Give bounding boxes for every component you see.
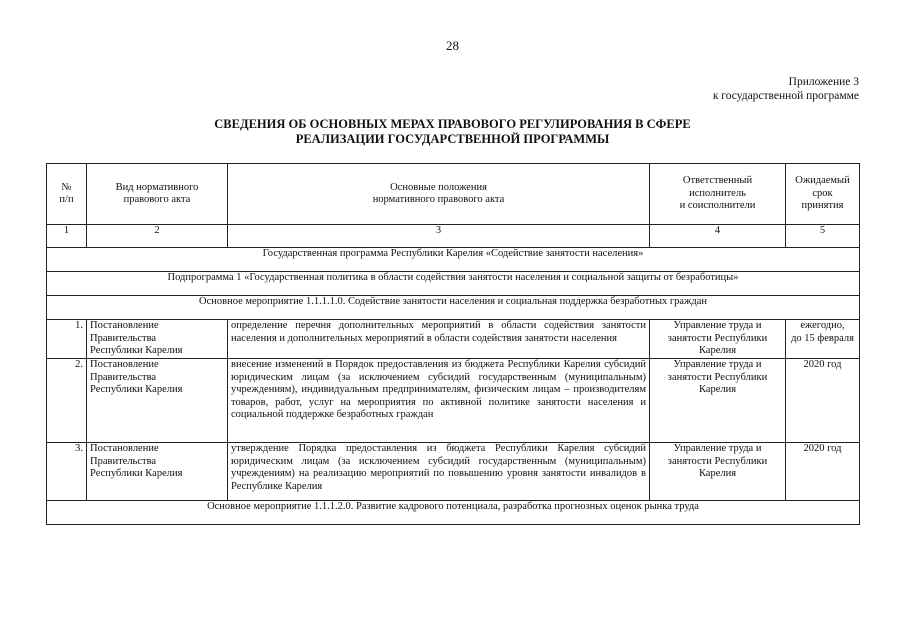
document-title-line-1: СВЕДЕНИЯ ОБ ОСНОВНЫХ МЕРАХ ПРАВОВОГО РЕГУЛИРОВАНИЯ В СФЕРЕ — [214, 117, 691, 131]
column-number: 5 — [786, 225, 860, 248]
regulation-table — [46, 163, 860, 525]
header-num: № п/п — [47, 164, 87, 225]
column-number: 1 — [47, 225, 87, 248]
row-number: 1. — [47, 320, 87, 359]
row-number: 3. — [47, 443, 87, 501]
annex-line-1: Приложение 3 — [788, 76, 859, 88]
table-header-row — [47, 164, 860, 225]
act-provisions: утверждение Порядка предоставления из бюджета Республики Карелия субсидий юридическим лицам (за исключением субсидий государственным (муниципальным) учреждениям) на реализацию мероприятий по повышению уровня занятости инвалидов в Республике Карелия — [228, 443, 650, 501]
act-type: Постановление Правительства Республики Карелия — [87, 320, 228, 359]
executor: Управление труда и занятости Республики Карелия — [650, 320, 786, 359]
table-row — [47, 443, 860, 501]
executor: Управление труда и занятости Республики Карелия — [650, 443, 786, 501]
row-number: 2. — [47, 359, 87, 443]
page-number: 28 — [446, 38, 459, 53]
header-executor: Ответственный исполнитель и соисполнители — [650, 164, 786, 225]
document-title — [0, 117, 905, 147]
measure-row — [47, 296, 860, 320]
column-number: 4 — [650, 225, 786, 248]
table-row — [47, 359, 860, 443]
header-provisions: Основные положения нормативного правового акта — [228, 164, 650, 225]
deadline: ежегодно, до 15 февраля — [786, 320, 860, 359]
measure-row — [47, 501, 860, 525]
header-deadline: Ожидаемый срок принятия — [786, 164, 860, 225]
column-number-row — [47, 225, 860, 248]
annex-line-2: к государственной программе — [712, 90, 859, 102]
measure-title: Основное мероприятие 1.1.1.1.0. Содействие занятости населения и социальная поддержка безработных граждан — [47, 296, 860, 320]
program-title: Государственная программа Республики Карелия «Содействие занятости населения» — [47, 248, 860, 272]
deadline: 2020 год — [786, 359, 860, 443]
deadline: 2020 год — [786, 443, 860, 501]
program-row — [47, 248, 860, 272]
executor: Управление труда и занятости Республики Карелия — [650, 359, 786, 443]
header-act-type: Вид нормативного правового акта — [87, 164, 228, 225]
act-type: Постановление Правительства Республики Карелия — [87, 359, 228, 443]
table-row — [47, 320, 860, 359]
act-type: Постановление Правительства Республики Карелия — [87, 443, 228, 501]
subprogram-title: Подпрограмма 1 «Государственная политика в области содействия занятости населения и социальной защиты от безработицы» — [47, 272, 860, 296]
subprogram-row — [47, 272, 860, 296]
act-provisions: внесение изменений в Порядок предоставления из бюджета Республики Карелия субсидий юридическим лицам (за исключением субсидий государственным (муниципальным) учреждениям), индивидуальным предпринимателям, физическим лицам – производителям товаров, работ, услуг на мероприятия по активной политике занятости населения и социальной поддержке безработных граждан — [228, 359, 650, 443]
column-number: 3 — [228, 225, 650, 248]
annex-label — [713, 75, 859, 103]
act-provisions: определение перечня дополнительных мероприятий в области содействия занятости населения и дополнительных мероприятий в области содействия занятости населения — [228, 320, 650, 359]
column-number: 2 — [87, 225, 228, 248]
document-title-line-2: РЕАЛИЗАЦИИ ГОСУДАРСТВЕННОЙ ПРОГРАММЫ — [295, 132, 610, 146]
measure-title: Основное мероприятие 1.1.1.2.0. Развитие кадрового потенциала, разработка прогнозных оценок рынка труда — [47, 501, 860, 525]
